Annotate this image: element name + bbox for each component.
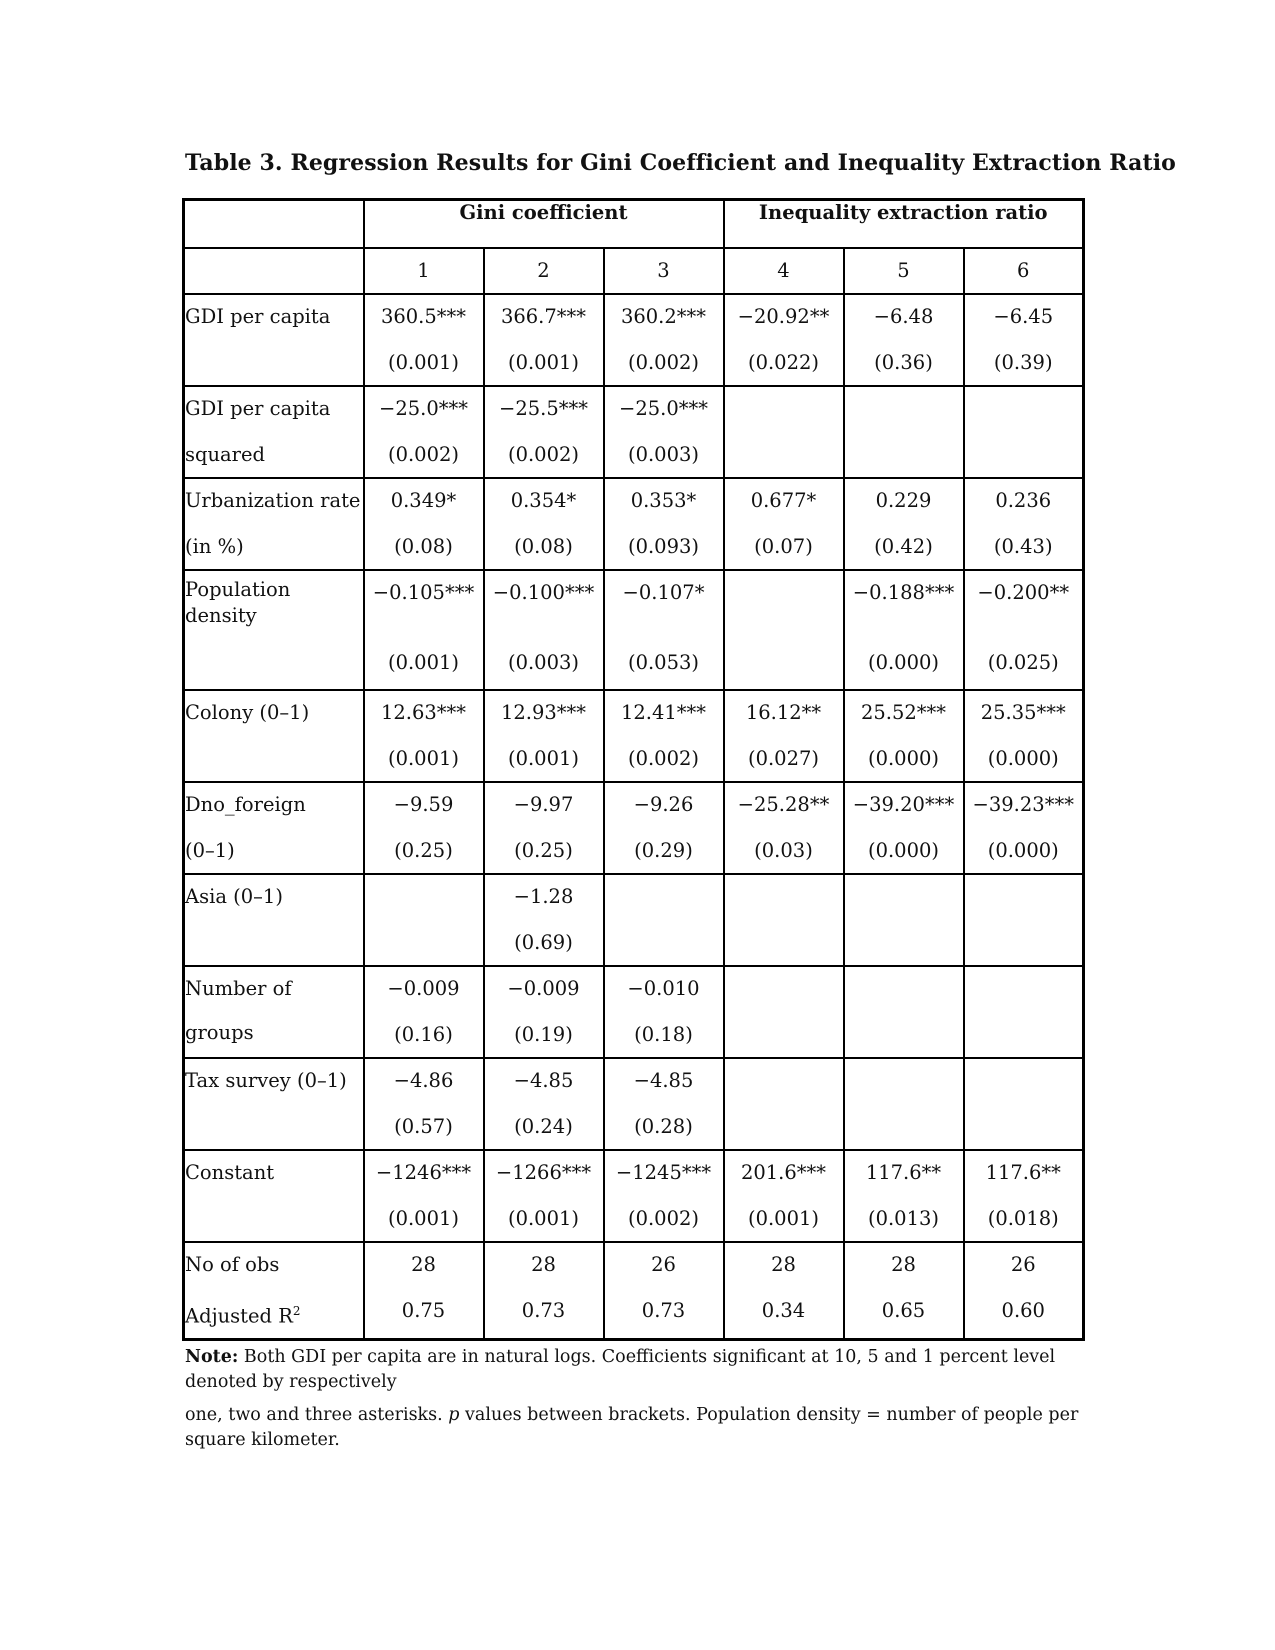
p-value: (0.28) <box>634 1114 693 1138</box>
model-5-cell <box>844 1242 964 1340</box>
row-label-text: (in %) <box>185 534 244 558</box>
model-3-cell <box>604 570 724 690</box>
model-4-cell <box>724 690 844 782</box>
model-1-cell <box>364 874 484 966</box>
table-row <box>184 1058 1084 1150</box>
model-3-cell <box>604 1242 724 1340</box>
model-1-cell <box>364 690 484 782</box>
p-value: (0.003) <box>627 442 700 466</box>
model-6-cell <box>964 570 1084 690</box>
p-value: (0.022) <box>747 350 820 374</box>
model-6-cell <box>964 478 1084 570</box>
p-value: (0.002) <box>627 350 700 374</box>
model-3-cell <box>604 782 724 874</box>
p-value: (0.29) <box>634 838 693 862</box>
coefficient-value: −25.0*** <box>378 396 468 420</box>
model-1-cell <box>364 294 484 386</box>
coefficient-value: 12.93*** <box>500 700 587 724</box>
p-value: (0.053) <box>627 650 700 674</box>
model-6-cell <box>964 690 1084 782</box>
model-4-cell <box>724 1058 844 1150</box>
row-label-text: (0–1) <box>185 838 235 862</box>
model-1-cell <box>364 386 484 478</box>
row-label <box>184 386 364 478</box>
p-value: (0.24) <box>514 1114 573 1138</box>
model-2-cell <box>484 1058 604 1150</box>
model-1-cell <box>364 1058 484 1150</box>
p-value: (0.001) <box>387 746 460 770</box>
model-number-3: 3 <box>604 248 724 294</box>
p-value: (0.001) <box>507 746 580 770</box>
row-label-text: Adjusted R <box>185 1304 293 1327</box>
model-4-cell <box>724 570 844 690</box>
row-label <box>184 478 364 570</box>
coefficient-value <box>365 875 483 921</box>
coefficient-value: 12.41*** <box>620 700 707 724</box>
p-value: 0.65 <box>881 1298 926 1322</box>
coefficient-value: 0.236 <box>995 488 1052 512</box>
coefficient-value: −0.200** <box>977 580 1070 604</box>
row-label-line-1: Urbanization rate <box>185 488 361 512</box>
model-3-cell <box>604 1150 724 1242</box>
model-5-cell <box>844 294 964 386</box>
p-value: (0.002) <box>507 442 580 466</box>
coefficient-value: −1266*** <box>495 1160 592 1184</box>
coefficient-value: 366.7*** <box>500 304 587 328</box>
table-title: Table 3. Regression Results for Gini Coefficient and Inequality Extraction Ratio <box>185 150 1176 176</box>
model-number-1: 1 <box>364 248 484 294</box>
coefficient-value: 12.63*** <box>380 700 467 724</box>
p-value: (0.001) <box>387 650 460 674</box>
coefficient-value: −6.45 <box>993 304 1054 328</box>
model-4-cell <box>724 294 844 386</box>
row-label <box>184 966 364 1058</box>
note-text-2a: one, two and three asterisks. <box>185 1405 449 1425</box>
coefficient-value: −25.5*** <box>498 396 588 420</box>
coefficient-value: −4.86 <box>393 1068 454 1092</box>
row-label-line-2 <box>185 525 363 569</box>
p-value: (0.025) <box>987 650 1059 674</box>
model-3-cell <box>604 966 724 1058</box>
row-label <box>184 1058 364 1150</box>
model-1-cell <box>364 1150 484 1242</box>
row-label-line-2 <box>185 1289 363 1339</box>
model-1-cell <box>364 478 484 570</box>
p-value: 0.73 <box>641 1298 686 1322</box>
coefficient-value: −4.85 <box>513 1068 574 1092</box>
p-value: (0.000) <box>867 650 940 674</box>
coefficient-value: 28 <box>891 1252 916 1276</box>
coefficient-value: −39.20*** <box>852 792 955 816</box>
model-2-cell <box>484 386 604 478</box>
p-value: (0.57) <box>394 1114 453 1138</box>
coefficient-value: 0.353* <box>630 488 697 512</box>
p-value: (0.25) <box>514 838 573 862</box>
model-3-cell <box>604 690 724 782</box>
row-label-line-1: Asia (0–1) <box>185 884 283 908</box>
table-row <box>184 874 1084 966</box>
p-value: (0.001) <box>387 350 460 374</box>
p-value: (0.19) <box>514 1022 573 1046</box>
p-value: (0.39) <box>993 350 1053 374</box>
coefficient-value <box>725 875 843 921</box>
coefficient-value <box>965 967 1083 1013</box>
model-2-cell <box>484 690 604 782</box>
header-model-row <box>184 248 1084 294</box>
row-label-line-1: GDI per capita <box>185 304 331 328</box>
model-4-cell <box>724 966 844 1058</box>
note-text-1: Both GDI per capita are in natural logs. Coefficients significant at 10, 5 and 1 percent level denoted by respectively <box>185 1347 1056 1392</box>
coefficient-value <box>725 387 843 433</box>
model-1-cell <box>364 966 484 1058</box>
note-text-2b: values between brackets. Population density = number of people per square kilometer. <box>185 1405 1079 1450</box>
coefficient-value <box>725 1059 843 1105</box>
p-value: (0.002) <box>387 442 460 466</box>
model-4-cell <box>724 1242 844 1340</box>
coefficient-value <box>965 875 1083 921</box>
model-4-cell <box>724 478 844 570</box>
coefficient-value: −1246*** <box>375 1160 472 1184</box>
coefficient-value: 26 <box>651 1252 676 1276</box>
p-value: (0.08) <box>514 534 573 558</box>
p-value: 0.60 <box>1001 1298 1045 1322</box>
coefficient-value: −0.105*** <box>372 580 475 604</box>
model-2-cell <box>484 782 604 874</box>
coefficient-value <box>845 387 963 433</box>
coefficient-value: 0.229 <box>875 488 932 512</box>
coefficient-value: −25.28** <box>737 792 830 816</box>
coefficient-value: 201.6*** <box>740 1160 827 1184</box>
coefficient-value: 0.349* <box>390 488 457 512</box>
model-6-cell <box>964 874 1084 966</box>
model-4-cell <box>724 874 844 966</box>
model-5-cell <box>844 874 964 966</box>
table-row <box>184 478 1084 570</box>
p-value: (0.001) <box>507 1206 580 1230</box>
coefficient-value: −0.100*** <box>492 580 595 604</box>
coefficient-value: −0.010 <box>627 976 700 1000</box>
model-number-4: 4 <box>724 248 844 294</box>
model-number-2: 2 <box>484 248 604 294</box>
table-row <box>184 782 1084 874</box>
row-label <box>184 570 364 690</box>
model-5-cell <box>844 966 964 1058</box>
model-3-cell <box>604 294 724 386</box>
coefficient-value <box>845 875 963 921</box>
coefficient-value <box>845 967 963 1013</box>
coefficient-value: 117.6** <box>865 1160 942 1184</box>
table-row <box>184 1150 1084 1242</box>
coefficient-value: −4.85 <box>633 1068 694 1092</box>
model-6-cell <box>964 386 1084 478</box>
model-6-cell <box>964 966 1084 1058</box>
model-5-cell <box>844 1058 964 1150</box>
header-gini: Gini coefficient <box>364 200 724 248</box>
coefficient-value: −1.28 <box>513 884 574 908</box>
p-value: 0.34 <box>761 1298 806 1322</box>
model-6-cell <box>964 294 1084 386</box>
p-value: (0.001) <box>747 1206 820 1230</box>
coefficient-value: −1245*** <box>615 1160 712 1184</box>
p-value: (0.000) <box>987 746 1059 770</box>
coefficient-value: 360.2*** <box>620 304 707 328</box>
regression-table <box>182 198 1085 1341</box>
row-label <box>184 782 364 874</box>
coefficient-value <box>965 387 1083 433</box>
p-value: 0.75 <box>401 1298 446 1322</box>
model-4-cell <box>724 386 844 478</box>
coefficient-value: −0.009 <box>387 976 460 1000</box>
coefficient-value: −0.107* <box>622 580 705 604</box>
p-value: (0.25) <box>394 838 453 862</box>
model-5-cell <box>844 570 964 690</box>
superscript: 2 <box>292 1303 301 1318</box>
table-row <box>184 690 1084 782</box>
p-value: (0.027) <box>747 746 820 770</box>
model-1-cell <box>364 1242 484 1340</box>
model-2-cell <box>484 1242 604 1340</box>
coefficient-value: −9.97 <box>513 792 574 816</box>
model-2-cell <box>484 1150 604 1242</box>
p-value: (0.18) <box>634 1022 693 1046</box>
row-label <box>184 294 364 386</box>
model-6-cell <box>964 1150 1084 1242</box>
row-label <box>184 690 364 782</box>
table-note-continued <box>185 1403 1085 1453</box>
model-3-cell <box>604 478 724 570</box>
model-number-6: 6 <box>964 248 1084 294</box>
p-value: (0.43) <box>993 534 1053 558</box>
header-group-row <box>184 200 1084 248</box>
coefficient-value <box>965 1059 1083 1105</box>
coefficient-value: −20.92** <box>737 304 830 328</box>
model-6-cell <box>964 1058 1084 1150</box>
p-value: (0.002) <box>627 1206 700 1230</box>
model-2-cell <box>484 478 604 570</box>
coefficient-value <box>845 1059 963 1105</box>
model-4-cell <box>724 782 844 874</box>
model-1-cell <box>364 570 484 690</box>
coefficient-value: 0.677* <box>750 488 817 512</box>
p-value: (0.018) <box>987 1206 1059 1230</box>
model-number-5: 5 <box>844 248 964 294</box>
p-value: (0.07) <box>754 534 813 558</box>
p-value: (0.001) <box>507 350 580 374</box>
note-label: Note: <box>185 1347 239 1367</box>
model-1-cell <box>364 782 484 874</box>
row-label <box>184 1150 364 1242</box>
p-value: (0.000) <box>987 838 1059 862</box>
row-label-line-1: No of obs <box>185 1252 280 1276</box>
coefficient-value: 28 <box>771 1252 796 1276</box>
p-value: (0.000) <box>867 746 940 770</box>
row-label <box>184 874 364 966</box>
model-2-cell <box>484 570 604 690</box>
row-label-line-1: Constant <box>185 1160 275 1184</box>
p-value: (0.000) <box>867 838 940 862</box>
coefficient-value: 117.6** <box>985 1160 1061 1184</box>
table-row <box>184 966 1084 1058</box>
coefficient-value: 26 <box>1010 1252 1036 1276</box>
row-label-line-1: Tax survey (0–1) <box>185 1068 347 1092</box>
coefficient-value <box>605 875 723 921</box>
header-empty-cell <box>184 200 364 248</box>
row-label-line-2 <box>185 829 363 873</box>
model-3-cell <box>604 874 724 966</box>
coefficient-value: 25.35*** <box>980 700 1066 724</box>
coefficient-value: −9.59 <box>393 792 454 816</box>
coefficient-value: −0.009 <box>507 976 580 1000</box>
table-row <box>184 570 1084 690</box>
coefficient-value: 16.12** <box>745 700 822 724</box>
p-value: (0.093) <box>627 534 700 558</box>
row-label-line-1: Colony (0–1) <box>185 700 310 724</box>
model-6-cell <box>964 782 1084 874</box>
coefficient-value: 25.52*** <box>860 700 947 724</box>
model-2-cell <box>484 294 604 386</box>
coefficient-value: 0.354* <box>510 488 577 512</box>
model-5-cell <box>844 478 964 570</box>
coefficient-value <box>725 571 843 641</box>
coefficient-value <box>725 967 843 1013</box>
table-row <box>184 294 1084 386</box>
row-label-line-1: Population density <box>185 577 291 627</box>
p-value: 0.73 <box>521 1298 566 1322</box>
row-label <box>184 1242 364 1340</box>
p-value: (0.36) <box>874 350 933 374</box>
row-label-line-2 <box>185 433 363 477</box>
coefficient-value: −25.0*** <box>618 396 708 420</box>
coefficient-value: −39.23*** <box>972 792 1074 816</box>
p-value: (0.013) <box>867 1206 940 1230</box>
coefficient-value: 360.5*** <box>380 304 467 328</box>
p-value: (0.002) <box>627 746 700 770</box>
model-3-cell <box>604 1058 724 1150</box>
model-5-cell <box>844 690 964 782</box>
coefficient-value: −6.48 <box>873 304 934 328</box>
p-value: (0.03) <box>754 838 813 862</box>
table-row <box>184 1242 1084 1340</box>
row-label-line-1: Number of groups <box>185 976 292 1044</box>
p-value: (0.08) <box>394 534 453 558</box>
table-note <box>185 1345 1085 1395</box>
coefficient-value: 28 <box>411 1252 436 1276</box>
p-value: (0.16) <box>394 1022 453 1046</box>
model-3-cell <box>604 386 724 478</box>
model-4-cell <box>724 1150 844 1242</box>
model-5-cell <box>844 782 964 874</box>
model-2-cell <box>484 966 604 1058</box>
model-5-cell <box>844 1150 964 1242</box>
p-value: (0.69) <box>514 930 573 954</box>
p-value: (0.003) <box>507 650 580 674</box>
p-value: (0.42) <box>874 534 933 558</box>
model-6-cell <box>964 1242 1084 1340</box>
model-5-cell <box>844 386 964 478</box>
row-label-line-1: Dno_foreign <box>185 792 306 816</box>
header-inequality-extraction: Inequality extraction ratio <box>724 200 1084 248</box>
coefficient-value: 28 <box>531 1252 556 1276</box>
coefficient-value: −9.26 <box>633 792 694 816</box>
table-row <box>184 386 1084 478</box>
model-2-cell <box>484 874 604 966</box>
row-label-text: squared <box>185 442 266 466</box>
p-value: (0.001) <box>387 1206 460 1230</box>
row-label-line-1: GDI per capita <box>185 396 331 420</box>
coefficient-value: −0.188*** <box>852 580 955 604</box>
header-empty-cell <box>184 248 364 294</box>
note-text-p: p <box>448 1405 460 1425</box>
